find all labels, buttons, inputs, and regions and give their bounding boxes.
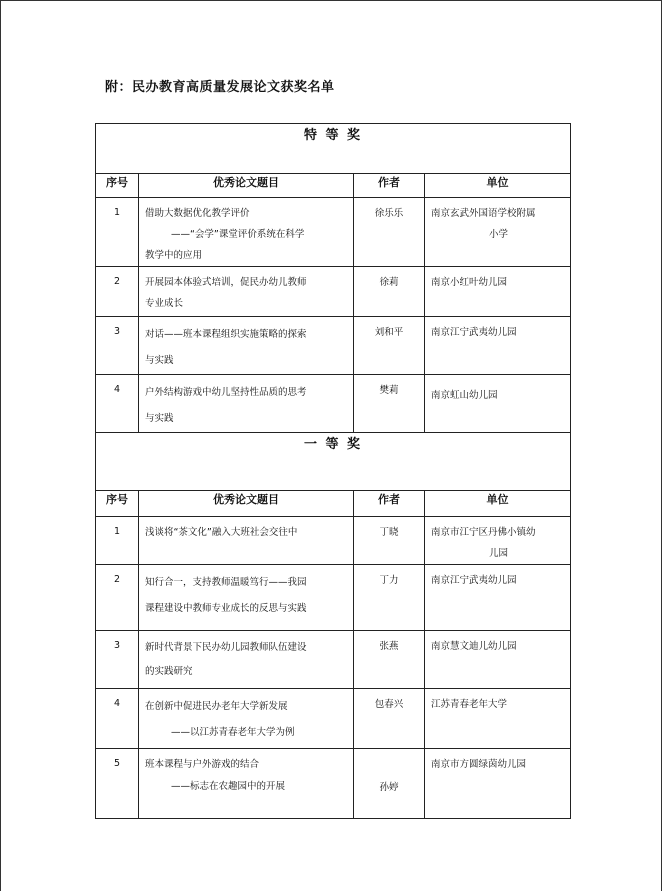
unit: 南京小红叶幼儿园 — [425, 267, 571, 317]
row-number: 2 — [96, 565, 139, 631]
author: 刘和平 — [354, 317, 425, 375]
row-number: 5 — [96, 749, 139, 819]
title-line: 课程建设中教师专业成长的反思与实践 — [145, 603, 307, 614]
unit — [425, 517, 571, 565]
col-header-num: 序号 — [96, 491, 139, 517]
table-row — [96, 375, 571, 433]
author: 丁力 — [354, 565, 425, 631]
title-line: 新时代背景下民办幼儿园教师队伍建设 — [145, 642, 307, 653]
unit: 南京江宁武夷幼儿园 — [425, 565, 571, 631]
column-header-row — [96, 491, 571, 517]
unit-line: 儿园 — [488, 548, 508, 559]
column-header-row — [96, 174, 571, 198]
table-row — [96, 317, 571, 375]
author: 徐莉 — [354, 267, 425, 317]
unit-line: 小学 — [488, 229, 508, 240]
title-line: 对话——班本课程组织实施策略的探索 — [145, 329, 307, 340]
col-header-title: 优秀论文题目 — [139, 174, 354, 198]
row-number: 2 — [96, 267, 139, 317]
unit: 南京市方圆绿茵幼儿园 — [425, 749, 571, 819]
author: 徐乐乐 — [354, 198, 425, 267]
paper-title — [139, 631, 354, 689]
paper-title — [139, 267, 354, 317]
title-line: 知行合一，支持教师温暖笃行——我园 — [145, 577, 307, 588]
row-number: 1 — [96, 517, 139, 565]
col-header-unit: 单位 — [425, 174, 571, 198]
special-prize-header-row — [96, 124, 571, 174]
title-line: ——以江苏青春老年大学为例 — [171, 727, 295, 738]
table-row — [96, 267, 571, 317]
title-line: 借助大数据优化教学评价 — [145, 208, 250, 219]
title-line: 与实践 — [145, 355, 174, 366]
paper-title — [139, 749, 354, 819]
title-line: 班本课程与户外游戏的结合 — [145, 759, 260, 770]
title-line: 与实践 — [145, 413, 174, 424]
row-number: 4 — [96, 689, 139, 749]
unit: 南京虹山幼儿园 — [425, 375, 571, 433]
title-line: 专业成长 — [145, 298, 184, 309]
paper-title — [139, 689, 354, 749]
row-number: 3 — [96, 317, 139, 375]
paper-title: 浅谈将“茶文化”融入大班社会交往中 — [139, 517, 354, 565]
table-row — [96, 198, 571, 267]
table-row — [96, 565, 571, 631]
row-number: 3 — [96, 631, 139, 689]
title-line: 开展园本体验式培训，促民办幼儿教师 — [145, 277, 307, 288]
unit-line: 南京市江宁区丹佛小镇幼 — [431, 527, 536, 538]
table-row — [96, 689, 571, 749]
title-line: 的实践研究 — [145, 666, 193, 677]
col-header-author: 作者 — [354, 491, 425, 517]
unit: 南京慧文迪儿幼儿园 — [425, 631, 571, 689]
paper-title — [139, 317, 354, 375]
col-header-unit: 单位 — [425, 491, 571, 517]
title-line: ——标志在农趣园中的开展 — [171, 781, 286, 792]
first-prize-heading: 一 等 奖 — [96, 433, 571, 491]
title-line: 在创新中促进民办老年大学新发展 — [145, 701, 288, 712]
author: 樊莉 — [354, 375, 425, 433]
col-header-author: 作者 — [354, 174, 425, 198]
title-line: 户外结构游戏中幼儿坚持性品质的思考 — [145, 387, 307, 398]
paper-title — [139, 375, 354, 433]
document-title: 附：民办教育高质量发展论文获奖名单 — [105, 80, 335, 95]
table-row — [96, 631, 571, 689]
row-number: 4 — [96, 375, 139, 433]
title-line: ——“会学”课堂评价系统在科学 — [171, 229, 305, 240]
special-prize-heading: 特 等 奖 — [96, 124, 571, 174]
first-prize-header-row — [96, 433, 571, 491]
awards-table — [95, 123, 571, 819]
unit: 江苏青春老年大学 — [425, 689, 571, 749]
author: 张燕 — [354, 631, 425, 689]
col-header-num: 序号 — [96, 174, 139, 198]
row-number: 1 — [96, 198, 139, 267]
unit — [425, 198, 571, 267]
table-row — [96, 749, 571, 819]
author: 孙婷 — [354, 749, 425, 819]
author: 包春兴 — [354, 689, 425, 749]
paper-title — [139, 198, 354, 267]
unit: 南京江宁武夷幼儿园 — [425, 317, 571, 375]
unit-line: 南京玄武外国语学校附属 — [431, 208, 536, 219]
col-header-title: 优秀论文题目 — [139, 491, 354, 517]
title-line: 教学中的应用 — [145, 250, 203, 261]
table-row — [96, 517, 571, 565]
author: 丁晓 — [354, 517, 425, 565]
paper-title — [139, 565, 354, 631]
